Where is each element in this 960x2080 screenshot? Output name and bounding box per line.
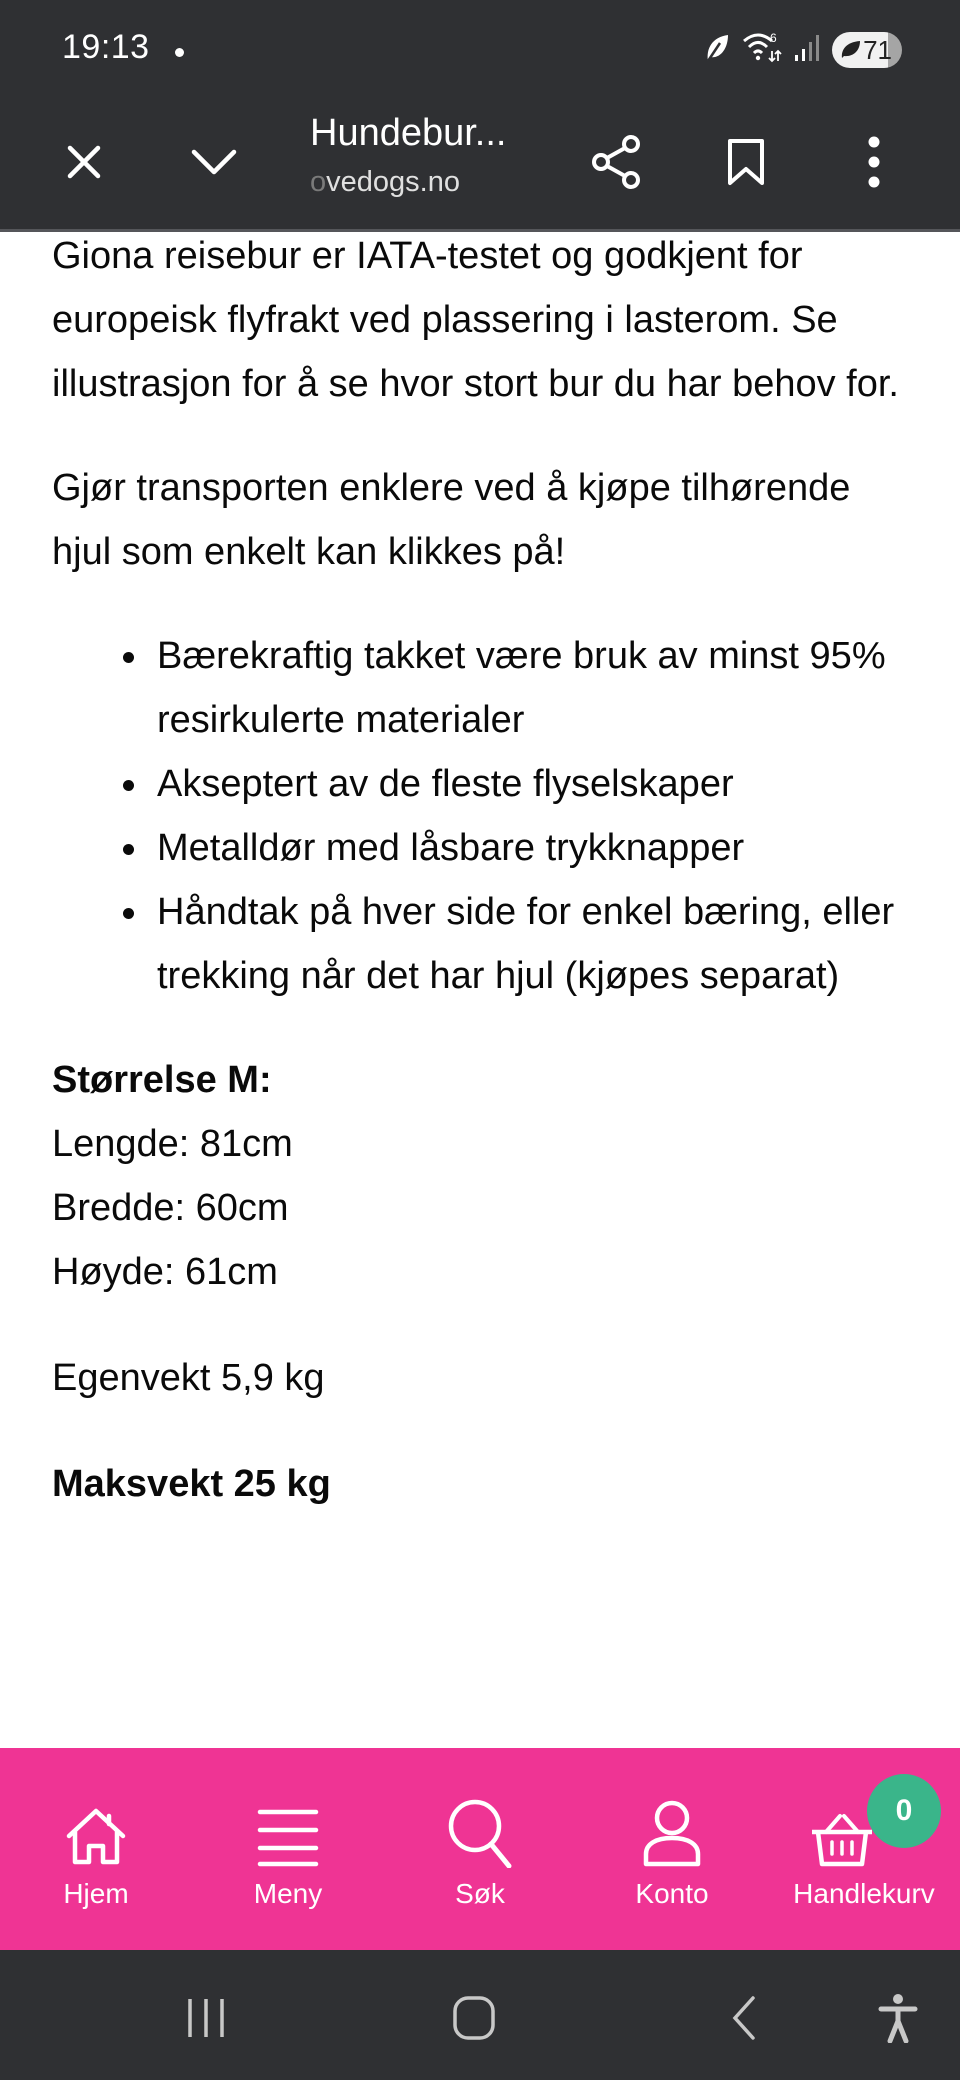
nav-item-home[interactable]	[0, 1748, 192, 1950]
page-url[interactable]	[310, 166, 460, 199]
browser-toolbar	[0, 100, 960, 232]
user-icon	[642, 1798, 702, 1868]
feature-item: Håndtak på hver side for enkel bæring, eller trekking når det har hjul (kjøpes separat)	[157, 880, 908, 1008]
nav-label: Hjem	[63, 1878, 129, 1909]
notification-dot-icon	[175, 48, 184, 57]
leaf-icon	[704, 33, 730, 68]
collapse-button[interactable]	[178, 126, 250, 198]
more-vert-icon	[866, 136, 882, 188]
system-nav-bar	[0, 1950, 960, 2080]
home-system-button[interactable]	[434, 1978, 514, 2058]
description-paragraph-1: Giona reisebur er IATA-testet og godkjent for europeisk flyfrakt ved plassering i lasterom. Se illustrasjon for å se hvor stort bur du har behov for.	[52, 235, 899, 405]
battery-saver-leaf-icon	[840, 40, 862, 60]
battery-indicator	[832, 32, 902, 68]
url-text: vedogs.no	[326, 166, 460, 198]
chevron-down-icon	[190, 146, 238, 178]
nav-item-account[interactable]	[576, 1748, 768, 1950]
back-icon	[729, 1995, 759, 2041]
nav-label: Konto	[635, 1878, 709, 1909]
dimension-length: Lengde: 81cm	[52, 1123, 293, 1165]
nav-label: Handlekurv	[793, 1878, 935, 1909]
basket-icon	[810, 1798, 874, 1868]
more-options-button[interactable]	[838, 126, 910, 198]
search-icon	[447, 1798, 513, 1868]
size-specs	[52, 1048, 908, 1304]
share-button[interactable]	[582, 126, 654, 198]
bookmark-icon	[726, 137, 766, 187]
close-button[interactable]	[48, 126, 120, 198]
nav-item-menu[interactable]	[192, 1748, 384, 1950]
nav-item-cart[interactable]	[768, 1748, 960, 1950]
nav-item-search[interactable]	[384, 1748, 576, 1950]
close-icon	[64, 142, 104, 182]
nav-label: Meny	[253, 1878, 323, 1909]
wifi-icon	[742, 31, 782, 70]
dimension-width: Bredde: 60cm	[52, 1187, 289, 1229]
description-paragraph-2: Gjør transporten enklere ved å kjøpe tilhørende hjul som enkelt kan klikkes på!	[52, 467, 851, 573]
bottom-nav	[0, 1748, 960, 1950]
back-button[interactable]	[704, 1978, 784, 2058]
bookmark-button[interactable]	[710, 126, 782, 198]
recents-icon	[184, 1997, 228, 2039]
feature-item: Metalldør med låsbare trykknapper	[157, 816, 908, 880]
accessibility-icon	[878, 1993, 918, 2043]
url-faded-prefix: o	[310, 166, 327, 198]
own-weight: Egenvekt 5,9 kg	[52, 1357, 325, 1399]
nav-label: Søk	[455, 1878, 505, 1909]
svg-text:6: 6	[770, 30, 777, 45]
product-description	[0, 232, 960, 1516]
page-title: Hundebur...	[310, 112, 507, 154]
status-time: 19:13	[62, 28, 150, 66]
size-heading: Størrelse M:	[52, 1059, 272, 1101]
accessibility-button[interactable]	[858, 1978, 938, 2058]
home-icon	[63, 1798, 129, 1868]
feature-list	[52, 624, 908, 1008]
max-weight: Maksvekt 25 kg	[52, 1463, 331, 1505]
status-bar	[0, 0, 960, 100]
feature-item: Akseptert av de fleste flyselskaper	[157, 752, 908, 816]
battery-level: 71	[863, 34, 892, 65]
status-icons	[704, 30, 902, 70]
feature-item: Bærekraftig takket være bruk av minst 95% resirkulerte materialer	[157, 624, 908, 752]
cart-count-badge: 0	[867, 1774, 941, 1848]
home-circle-icon	[452, 1995, 496, 2041]
signal-icon	[794, 33, 820, 68]
dimension-height: Høyde: 61cm	[52, 1251, 278, 1293]
recents-button[interactable]	[166, 1978, 246, 2058]
share-icon	[591, 134, 645, 190]
menu-icon	[257, 1798, 319, 1868]
